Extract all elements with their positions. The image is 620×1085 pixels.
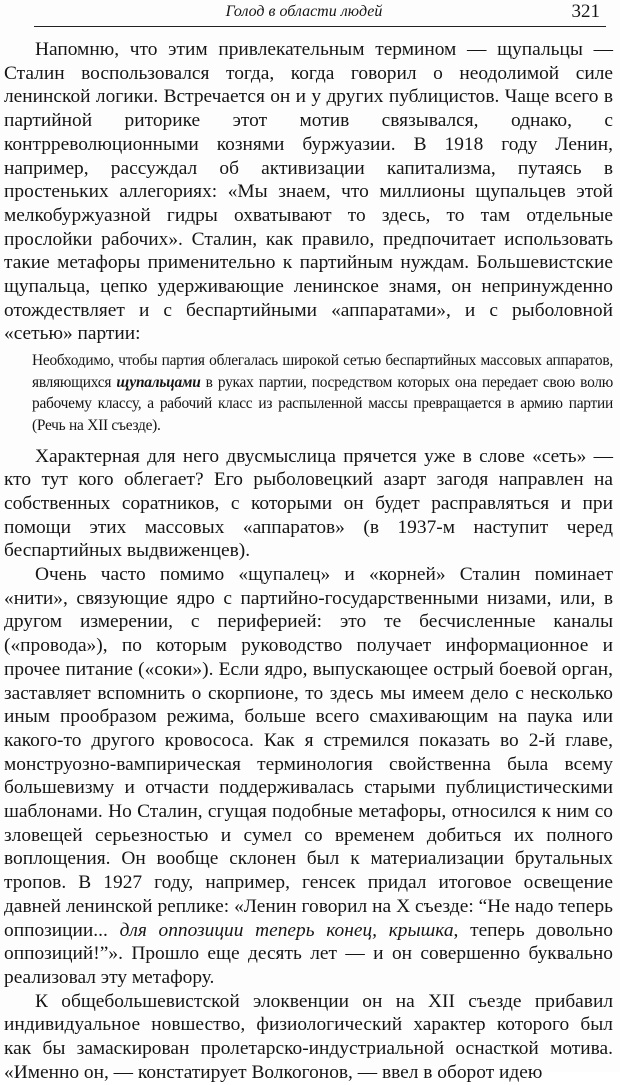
page-number: 321	[571, 1, 600, 22]
running-title: Голод в области людей	[225, 3, 383, 20]
paragraph-3	[4, 563, 613, 990]
paragraph-3-italic: для оппозиции теперь конец, крышка	[119, 919, 454, 941]
quote-text-end: в руках партии, посредством которых она передает свою волю рабочему классу, а рабочий класс из распыленной массы превращается в армию партии (Речь на XII съезде).	[32, 373, 614, 434]
quote-emphasis: щупальцами	[116, 373, 201, 391]
page-header	[34, 2, 606, 27]
paragraph-4: К общебольшевистской элоквенции он на XII съезде прибавил индивидуальное новшество, физиологический характер которого был как бы замаскирован пролетарско-индустриальной оснасткой мотива. «Именно он, — констатирует Волкогонов, — ввел в оборот идею	[4, 990, 613, 1083]
body-text	[4, 38, 613, 1085]
block-quote	[4, 350, 613, 436]
quote-text-start: Необходимо, чтобы партия облегалась широкой сетью беспартийных массовых аппаратов, являющихся	[32, 352, 613, 391]
paragraph-2: Характерная для него двусмыслица прячется уже в слове «сеть» — кто тут кого облегает? Его рыболовецкий азарт загодя направлен на собственных соратников, с которыми он будет расправляться и при помощи этих массовых «аппаратов» (в 1937-м наступит черед беспартийных выдвиженцев).	[4, 445, 613, 562]
paragraph-1: Напомню, что этим привлекательным термином — щупальцы — Сталин воспользовался тогда, когда говорил о неодолимой силе ленинской логики. Встречается он и у других публицистов. Чаще всего в партийной риторике этот мотив связывался, однако, с контрреволюционными кознями буржуазии. В 1918 году Ленин, например, рассуждал об активизации капитализма, путаясь в простеньких аллегориях: «Мы знаем, что миллионы щупальцев этой мелкобуржуазной гидры охватывают то здесь, то там отдельные прослойки рабочих». Сталин, как правило, предпочитает использовать такие метафоры применительно к партийным нуждам. Большевистские щупальца, цепко удерживающие ленинское знамя, он непринужденно отождествляет и с беспартийными «аппаратами», и с рыболовной «сетью» партии:	[4, 39, 613, 345]
paragraph-3-ending: , теперь довольно оппозиций!”». Прошло еще десять лет — и он совершенно буквально реализовал эту метафору.	[4, 919, 614, 988]
paragraph-3-text: Очень часто помимо «щупалец» и «корней» Сталин поминает «нити», связующие ядро с партийно-государственными низами, или, в другом измерении, с периферией: это те бесчисленные каналы («провода»), по которым руководство получает информационное и прочее питание («соки»). Если ядро, выпускающее острый боевой орган, заставляет вспомнить о скорпионе, то здесь мы имеем дело с несколько иным прообразом режима, больше всего смахивающим на паука или какого-то другого кровососа. Как я стремился показать во 2-й главе, монструозно-вампирическая терминология свойственна была всему большевизму и отчасти поддерживалась старыми публицистическими шаблонами. Но Сталин, сгущая подобные метафоры, относился к ним со зловещей серьезностью и сумел со временем добиться их полного воплощения. Он вообще склонен был к материализации брутальных тропов. В 1927 году, например, генсек придал итоговое освещение давней ленинской реплике: «Ленин говорил на X съезде: “Не надо теперь оппозиции...	[4, 564, 613, 941]
